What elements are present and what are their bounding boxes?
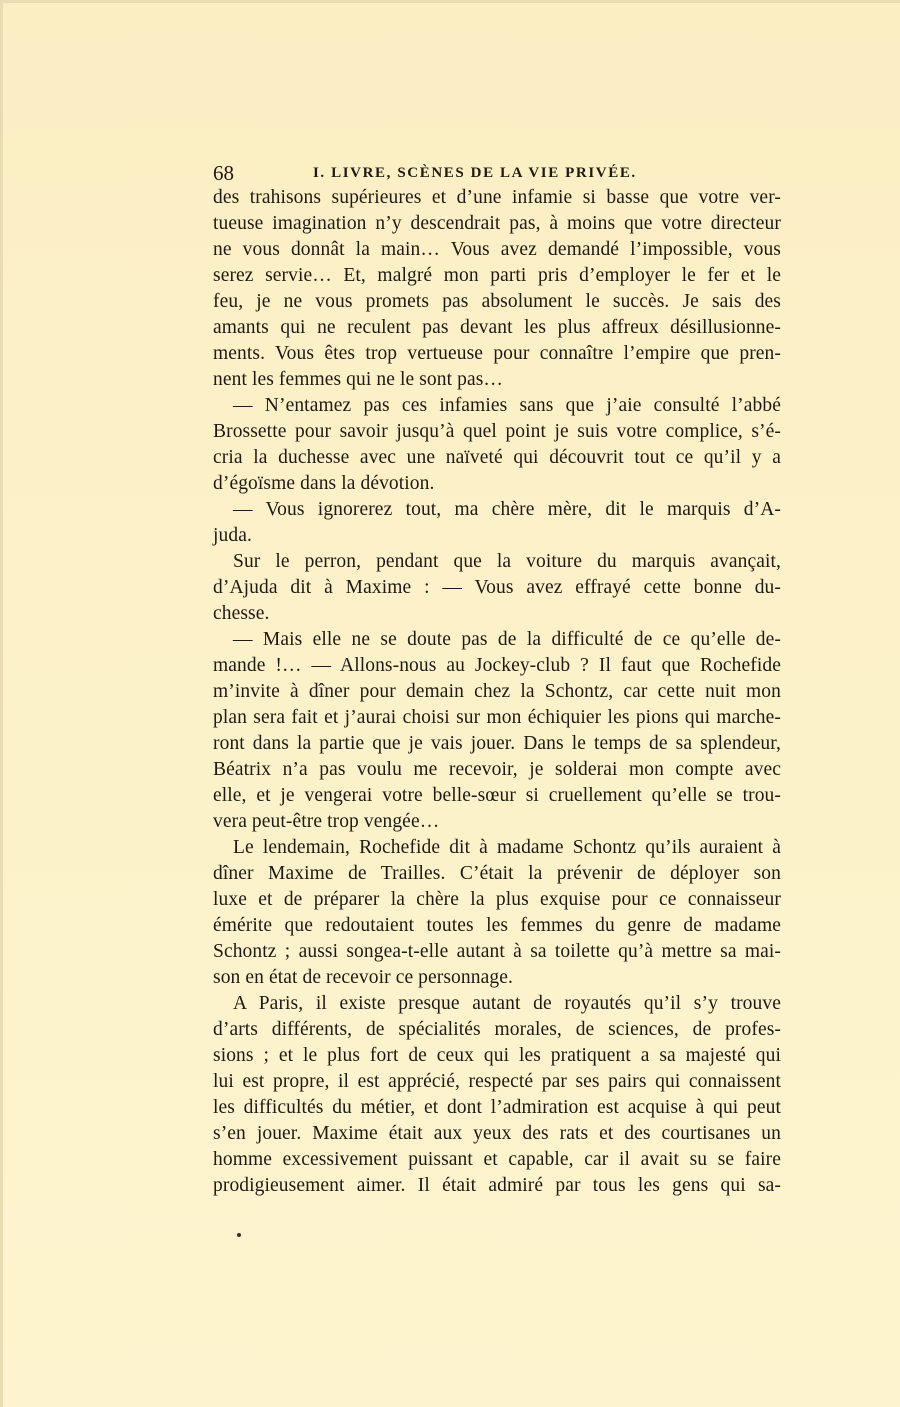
text-line: plan sera fait et j’aurai choisi sur mon échiquier les pions qui marche- bbox=[213, 707, 781, 728]
page-header bbox=[213, 160, 783, 186]
text-line: émérite que redoutaient toutes les femmes du genre de madame bbox=[213, 915, 781, 936]
text-line: les difficultés du métier, et dont l’admiration est acquise à qui peut bbox=[213, 1097, 781, 1118]
text-line: amants qui ne reculent pas devant les plus affreux désillusionne- bbox=[213, 317, 781, 338]
text-line: — Vous ignorerez tout, ma chère mère, dit le marquis d’A- bbox=[233, 499, 781, 520]
text-line: des trahisons supérieures et d’une infamie si basse que votre ver- bbox=[213, 187, 781, 208]
text-line: d’Ajuda dit à Maxime : — Vous avez effrayé cette bonne du- bbox=[213, 577, 781, 598]
text-line: luxe et de préparer la chère la plus exquise pour ce connaisseur bbox=[213, 889, 781, 910]
text-line: cria la duchesse avec une naïveté qui découvrit tout ce qu’il y a bbox=[213, 447, 781, 468]
text-line: ront dans la partie que je vais jouer. Dans le temps de sa splendeur, bbox=[213, 733, 781, 754]
text-line: feu, je ne vous promets pas absolument le succès. Je sais des bbox=[213, 291, 781, 312]
text-line: nent les femmes qui ne le sont pas… bbox=[213, 369, 503, 390]
text-line: tueuse imagination n’y descendrait pas, à moins que votre directeur bbox=[213, 213, 781, 234]
text-line: Brossette pour savoir jusqu’à quel point je suis votre complice, s’é- bbox=[213, 421, 781, 442]
text-line: vera peut-être trop vengée… bbox=[213, 811, 440, 832]
text-line: sions ; et le plus fort de ceux qui les pratiquent a sa majesté qui bbox=[213, 1045, 781, 1066]
text-line: prodigieusement aimer. Il était admiré par tous les gens qui sa- bbox=[213, 1175, 781, 1196]
text-line: m’invite à dîner pour demain chez la Schontz, car cette nuit mon bbox=[213, 681, 781, 702]
page-number: 68 bbox=[213, 161, 234, 185]
text-line: dîner Maxime de Trailles. C’était la prévenir de déployer son bbox=[213, 863, 781, 884]
text-line: Schontz ; aussi songea-t-elle autant à sa toilette qu’à mettre sa mai- bbox=[213, 941, 781, 962]
text-line: homme excessivement puissant et capable, car il avait su se faire bbox=[213, 1149, 781, 1170]
text-line: elle, et je vengerai votre belle-sœur si cruellement qu’elle se trou- bbox=[213, 785, 781, 806]
text-line: — Mais elle ne se doute pas de la difficulté de ce qu’elle de- bbox=[233, 629, 781, 650]
text-line: d’arts différents, de spécialités morales, de sciences, de profes- bbox=[213, 1019, 781, 1040]
text-line: — N’entamez pas ces infamies sans que j’aie consulté l’abbé bbox=[233, 395, 781, 416]
text-line: Le lendemain, Rochefide dit à madame Schontz qu’ils auraient à bbox=[233, 837, 781, 858]
text-line: serez servie… Et, malgré mon parti pris d’employer le fer et le bbox=[213, 265, 781, 286]
ink-speck bbox=[237, 1233, 241, 1237]
text-line: mande !… — Allons-nous au Jockey-club ? Il faut que Rochefide bbox=[213, 655, 781, 676]
text-line: chesse. bbox=[213, 603, 270, 624]
text-line: juda. bbox=[213, 525, 252, 546]
text-line: d’égoïsme dans la dévotion. bbox=[213, 473, 435, 494]
running-title: I. LIVRE, SCÈNES DE LA VIE PRIVÉE. bbox=[313, 165, 637, 181]
text-line: Sur le perron, pendant que la voiture du marquis avançait, bbox=[233, 551, 781, 572]
text-line: ne vous donnât la main… Vous avez demandé l’impossible, vous bbox=[213, 239, 781, 260]
text-line: son en état de recevoir ce personnage. bbox=[213, 967, 513, 988]
text-line: Béatrix n’a pas voulu me recevoir, je solderai mon compte avec bbox=[213, 759, 781, 780]
text-line: s’en jouer. Maxime était aux yeux des rats et des courtisanes un bbox=[213, 1123, 781, 1144]
body-text bbox=[213, 185, 781, 1199]
text-line: lui est propre, il est apprécié, respecté par ses pairs qui connaissent bbox=[213, 1071, 781, 1092]
text-line: A Paris, il existe presque autant de royautés qu’il s’y trouve bbox=[233, 993, 781, 1014]
text-line: ments. Vous êtes trop vertueuse pour connaître l’empire que pren- bbox=[213, 343, 781, 364]
